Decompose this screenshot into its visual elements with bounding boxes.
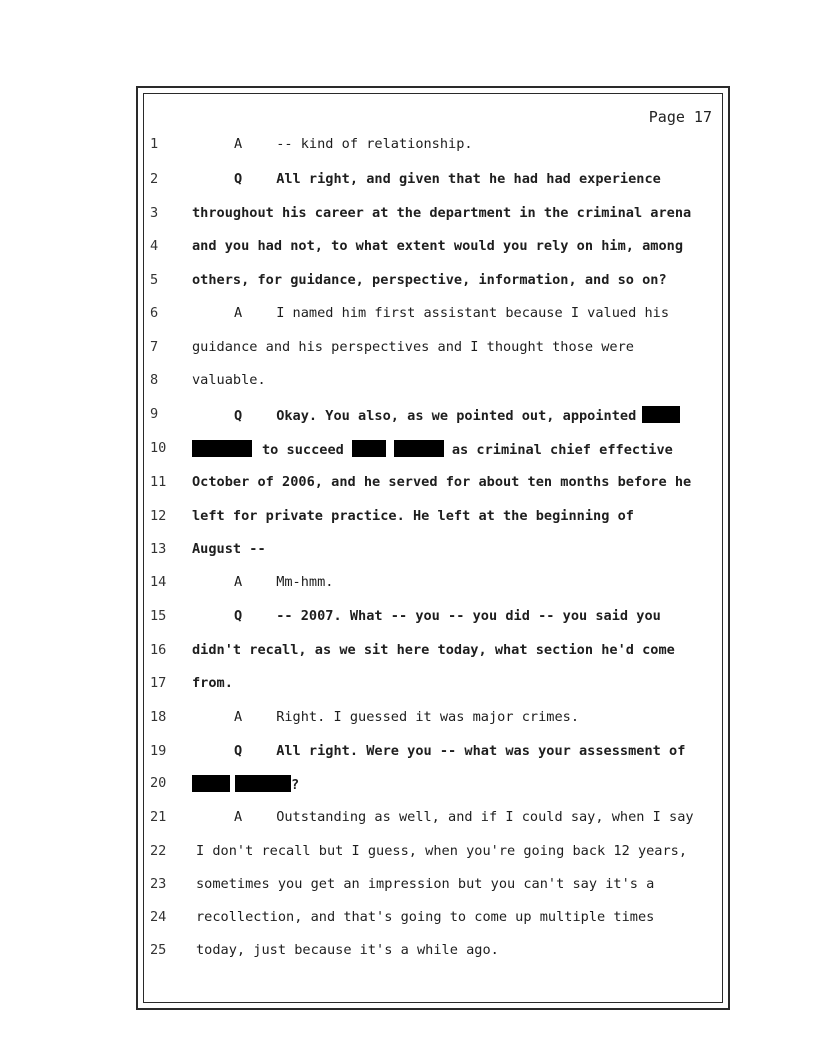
line-number: 3 (150, 205, 159, 221)
transcript-line (0, 440, 816, 462)
transcript-line (0, 775, 816, 797)
transcript-line (0, 136, 816, 158)
line-text: valuable. (192, 372, 266, 388)
line-text: left for private practice. He left at the beginning of (192, 508, 634, 524)
redaction-block (352, 440, 386, 457)
line-text: and you had not, to what extent would you rely on him, among (192, 238, 684, 254)
redaction-block (192, 440, 252, 457)
line-number: 25 (150, 942, 167, 958)
line-number: 5 (150, 272, 159, 288)
line-number: 9 (150, 406, 159, 422)
transcript-line (0, 843, 816, 865)
line-number: 10 (150, 440, 167, 456)
transcript-line (0, 541, 816, 563)
line-number: 2 (150, 171, 159, 187)
line-number: 14 (150, 574, 167, 590)
line-text: today, just because it's a while ago. (196, 942, 499, 958)
line-number: 7 (150, 339, 159, 355)
speaker-label: A (234, 136, 243, 152)
line-number: 17 (150, 675, 167, 691)
speaker-label: A (234, 574, 243, 590)
transcript-line (0, 508, 816, 530)
line-text: from. (192, 675, 233, 691)
line-text: October of 2006, and he served for about ten months before he (192, 474, 692, 490)
speaker-label: Q (234, 743, 243, 759)
line-text: A Outstanding as well, and if I could say, when I say (234, 809, 694, 825)
speaker-label: A (234, 709, 243, 725)
line-number: 13 (150, 541, 167, 557)
line-text: A Right. I guessed it was major crimes. (234, 709, 580, 725)
line-number: 4 (150, 238, 159, 254)
transcript-line (0, 372, 816, 394)
line-text: A -- kind of relationship. (234, 136, 473, 152)
line-text: guidance and his perspectives and I thought those were (192, 339, 634, 355)
line-number: 6 (150, 305, 159, 321)
line-number: 11 (150, 474, 167, 490)
line-text: Q Okay. You also, as we pointed out, appointed (234, 406, 680, 424)
transcript-line (0, 675, 816, 697)
line-number: 21 (150, 809, 167, 825)
line-text: ? (192, 775, 299, 793)
line-text: A I named him first assistant because I valued his (234, 305, 670, 321)
transcript-line (0, 876, 816, 898)
line-number: 18 (150, 709, 167, 725)
page-number: Page 17 (648, 108, 712, 126)
redaction-block (642, 406, 680, 423)
transcript-line (0, 406, 816, 428)
line-text: A Mm-hmm. (234, 574, 334, 590)
redaction-block (394, 440, 444, 457)
transcript-line (0, 305, 816, 327)
speaker-label: A (234, 305, 243, 321)
line-text: sometimes you get an impression but you can't say it's a (196, 876, 655, 892)
transcript-line (0, 238, 816, 260)
transcript-line (0, 709, 816, 731)
transcript-line (0, 339, 816, 361)
line-number: 20 (150, 775, 167, 791)
speaker-label: Q (234, 171, 243, 187)
line-text: Q All right, and given that he had had experience (234, 171, 661, 187)
transcript-line (0, 743, 816, 765)
line-number: 16 (150, 642, 167, 658)
speaker-label: Q (234, 608, 243, 624)
line-number: 1 (150, 136, 159, 152)
speaker-label: Q (234, 408, 243, 424)
transcript-line (0, 909, 816, 931)
line-text: I don't recall but I guess, when you're going back 12 years, (196, 843, 688, 859)
transcript-line (0, 942, 816, 964)
line-number: 12 (150, 508, 167, 524)
line-text: Q All right. Were you -- what was your assessment of (234, 743, 686, 759)
line-text: didn't recall, as we sit here today, what section he'd come (192, 642, 675, 658)
redaction-block (192, 775, 230, 792)
line-text: others, for guidance, perspective, information, and so on? (192, 272, 667, 288)
transcript-line (0, 608, 816, 630)
line-text: throughout his career at the department in the criminal arena (192, 205, 692, 221)
redaction-block (235, 775, 291, 792)
line-text: to succeed as criminal chief effective (192, 440, 673, 458)
line-number: 19 (150, 743, 167, 759)
transcript-line (0, 809, 816, 831)
transcript-line (0, 642, 816, 664)
transcript-line (0, 205, 816, 227)
transcript-line (0, 474, 816, 496)
line-number: 8 (150, 372, 159, 388)
line-number: 24 (150, 909, 167, 925)
line-text: Q -- 2007. What -- you -- you did -- you said you (234, 608, 661, 624)
line-text: August -- (192, 541, 266, 557)
transcript-line (0, 171, 816, 193)
line-number: 15 (150, 608, 167, 624)
speaker-label: A (234, 809, 243, 825)
line-number: 22 (150, 843, 167, 859)
line-number: 23 (150, 876, 167, 892)
line-text: recollection, and that's going to come up multiple times (196, 909, 655, 925)
transcript-line (0, 574, 816, 596)
transcript-line (0, 272, 816, 294)
